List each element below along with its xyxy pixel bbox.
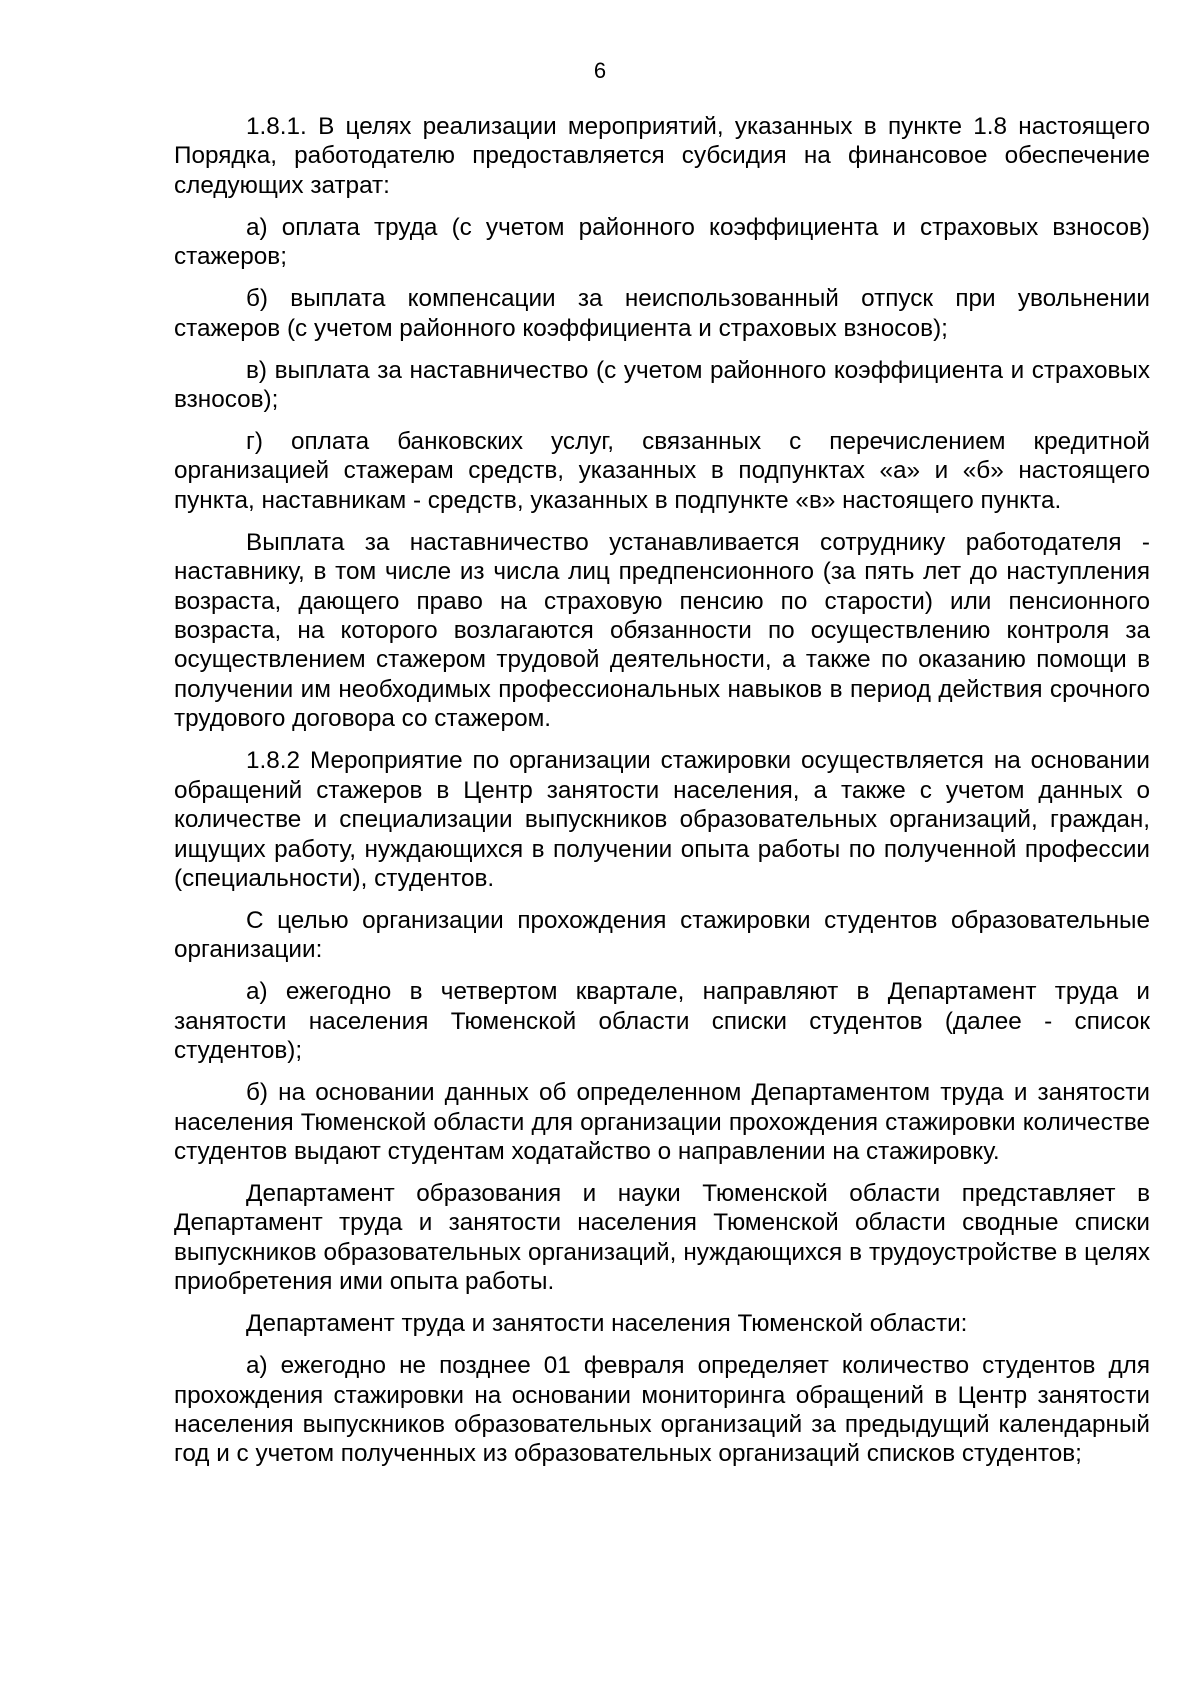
paragraph-mentorship: Выплата за наставничество устанавливается сотруднику работодателя - наставнику, в том числе из числа лиц предпенсионного (за пять лет до наступления возраста, дающего право на страховую пенсию по старости) или пенсионного возраста, на которого возлагаются обязанности по осуществлению контроля за осуществлением стажером трудовой деятельности, а также по оказанию помощи в получении им необходимых профессиональных навыков в период действия срочного трудового договора со стажером. [174,528,1150,733]
list-item-g-banking-services: г) оплата банковских услуг, связанных с перечислением кредитной организацией стажерам средств, указанных в подпунктах «а» и «б» настоящего пункта, наставникам - средств, указанных в подпункте «в» настоящего пункта. [174,428,1150,514]
list-item-a-student-count: а) ежегодно не позднее 01 февраля определяет количество студентов для прохождения стажировки на основании мониторинга обращений в Центр занятости населения выпускников образовательных организаций за предыдущий календарный год и с учетом полученных из образовательных организаций списков студентов; [174,1352,1150,1468]
list-item-b-petition: б) на основании данных об определенном Департаментом труда и занятости населения Тюменской области для организации прохождения стажировки количестве студентов выдают студентам ходатайство о направлении на стажировку. [174,1079,1150,1165]
page-number: 6 [593,58,607,83]
paragraph-1-8-1: 1.8.1. В целях реализации мероприятий, указанных в пункте 1.8 настоящего Порядка, работодателю предоставляется субсидия на финансовое обеспечение следующих затрат: [174,113,1150,199]
document-body [174,112,1150,1481]
list-item-a-labor-payment: а) оплата труда (с учетом районного коэффициента и страховых взносов) стажеров; [174,213,1150,271]
list-item-a-student-lists: а) ежегодно в четвертом квартале, направляют в Департамент труда и занятости населения Тюменской области списки студентов (далее - список студентов); [174,978,1150,1065]
list-item-v-mentorship-payment: в) выплата за наставничество (с учетом районного коэффициента и страховых взносов); [174,356,1150,414]
paragraph-1-8-2: 1.8.2 Мероприятие по организации стажировки осуществляется на основании обращений стажеров в Центр занятости населения, а также с учетом данных о количестве и специализации выпускников образовательных организаций, граждан, ищущих работу, нуждающихся в получении опыта работы по полученной профессии (специальности), студентов. [174,747,1150,892]
paragraph-educational-organizations: С целью организации прохождения стажировки студентов образовательные организации: [174,906,1150,964]
paragraph-labor-department: Департамент труда и занятости населения Тюменской области: [246,1310,968,1338]
paragraph-education-department: Департамент образования и науки Тюменской области представляет в Департамент труда и занятости населения Тюменской области сводные списки выпускников образовательных организаций, нуждающихся в трудоустройстве в целях приобретения ими опыта работы. [174,1179,1150,1296]
list-item-b-vacation-compensation: б) выплата компенсации за неиспользованный отпуск при увольнении стажеров (с учетом районного коэффициента и страховых взносов); [174,285,1150,342]
